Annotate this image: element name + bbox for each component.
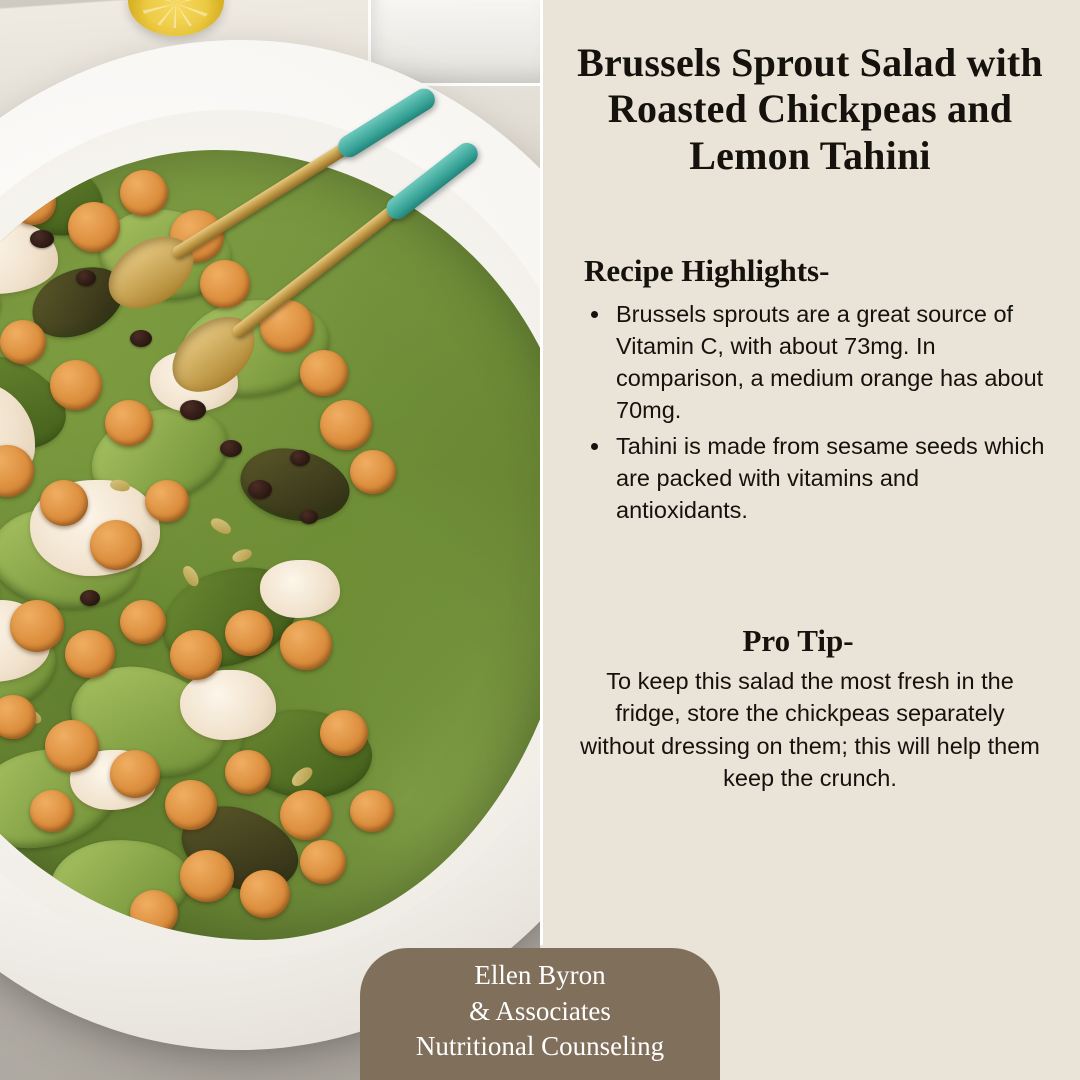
recipe-highlights-list — [570, 299, 1050, 527]
salad-mound — [0, 150, 540, 940]
brand-name: Ellen Byron — [474, 960, 606, 990]
brand-subtitle: & Associates — [469, 995, 611, 1026]
list-item: • Brussels sprouts are a great source of Vitamin C, with about 73mg. In comparison, a medium orange has about 70mg. — [612, 299, 1050, 427]
list-item: • Tahini is made from sesame seeds which are packed with vitamins and antioxidants. — [612, 431, 1050, 527]
brand-tagline: Nutritional Counseling — [415, 1031, 665, 1062]
pro-tip-heading: Pro Tip- — [742, 622, 854, 658]
page-title: Brussels Sprout Salad with Roasted Chickpeas and Lemon Tahini — [577, 40, 1043, 178]
recipe-highlights-heading: Recipe Highlights- — [584, 253, 830, 289]
pro-tip-body: To keep this salad the most fresh in the fridge, store the chickpeas separately without dressing on them; this will help them keep the crunch. — [580, 667, 1040, 792]
brand-badge — [360, 948, 720, 1080]
panel-divider — [540, 0, 543, 945]
recipe-text-panel — [540, 0, 1080, 1080]
